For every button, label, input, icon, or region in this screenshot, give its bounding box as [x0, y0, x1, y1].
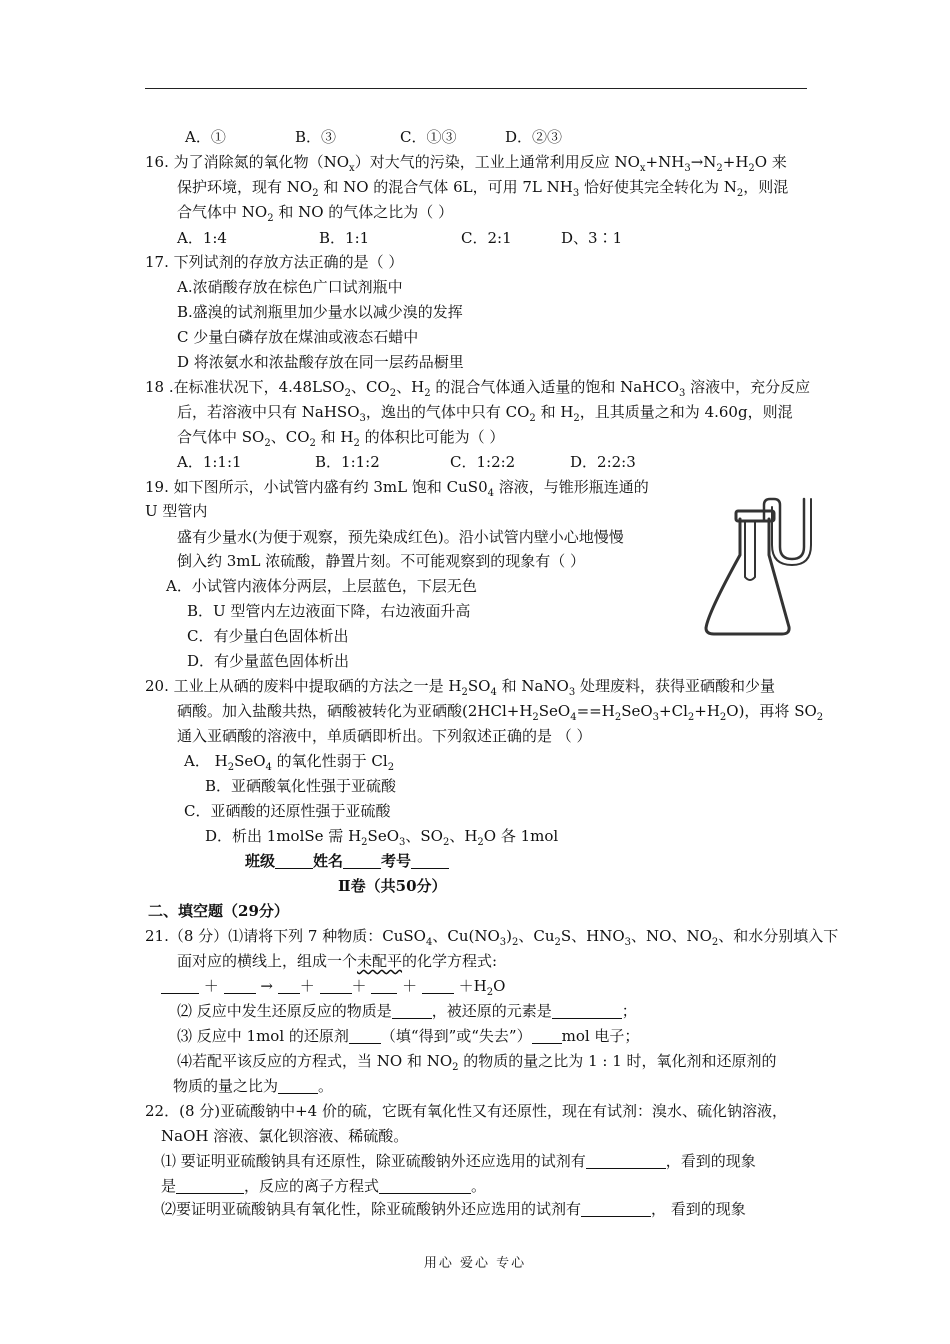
equation-blank[interactable] [371, 977, 397, 994]
option-c: C．①③ [400, 128, 457, 146]
class-field[interactable] [275, 852, 313, 869]
answer-blank[interactable] [379, 1177, 471, 1194]
q19-stem-line3: 盛有少量水(为便于观察，预先染成红色)。沿小试管内壁小心地慢慢 [177, 528, 624, 546]
q22-stem-line2: NaOH 溶液、氯化钡溶液、稀硫酸。 [161, 1127, 409, 1145]
q16-options [177, 228, 622, 248]
q20-stem-line2: 硒酸。加入盐酸共热，硒酸被转化为亚硒酸$(2HCl+H_2SeO_4==H_2SeO_3+Cl_2+H_2O)$，再将 $SO_2$ [177, 702, 824, 723]
q22-part1: ⑴ 要证明亚硫酸钠具有还原性，除亚硫酸钠外还应选用的试剂有 ，看到的现象 [161, 1152, 756, 1170]
option-d: D．2:2:3 [570, 453, 636, 471]
option-a: A．① [185, 128, 226, 146]
q21-part4-cont: 物质的量之比为 。 [173, 1077, 334, 1095]
q18-stem-line2: 后，若溶液中只有 NaHSO$_3$，逸出的气体中只有 $CO_2$ 和 $H_2$，且其质量之和为 4.60g，则混 [177, 403, 793, 424]
q20-option-c: C．亚硒酸的还原性强于亚硫酸 [184, 802, 391, 820]
q20-option-b: B．亚硒酸氧化性强于亚硫酸 [205, 777, 397, 795]
option-d: D．②③ [505, 128, 563, 146]
answer-blank[interactable] [532, 1027, 562, 1044]
option-b: B．③ [295, 128, 337, 146]
q20-stem-line3: 通入亚硒酸的溶液中，单质硒即析出。下列叙述正确的是 （ ） [177, 727, 592, 745]
q19-stem-line4: 倒入约 3mL 浓硫酸，静置片刻。不可能观察到的现象有（ ） [177, 552, 586, 570]
q21-part3: ⑶ 反应中 1mol 的还原剂 （填“得到”或“失去”） mol 电子； [177, 1027, 640, 1045]
q21-part2: ⑵ 反应中发生还原反应的物质是 ，被还原的元素是 ； [177, 1002, 637, 1020]
q19-stem-line2: U 型管内 [145, 502, 208, 520]
option-a: A．1:4 [177, 229, 227, 247]
answer-blank[interactable] [278, 1077, 318, 1094]
option-a: A．1:1:1 [177, 453, 242, 471]
answer-blank[interactable] [586, 1152, 666, 1169]
equation-blank[interactable] [161, 977, 199, 994]
q18-options [177, 452, 636, 472]
q19-option-a: A．小试管内液体分两层，上层蓝色，下层无色 [166, 577, 477, 595]
q17-option-c: C 少量白磷存放在煤油或液态石蜡中 [177, 328, 419, 346]
q18-stem-line3: 合气体中 $SO_2$、$CO_2$ 和 $H_2$ 的体积比可能为（ ） [177, 428, 505, 449]
answer-blank[interactable] [581, 1200, 651, 1217]
q17-option-a: A.浓硝酸存放在棕色广口试剂瓶中 [177, 278, 403, 296]
equation-blank[interactable] [224, 977, 256, 994]
q20-option-d: D．析出 1molSe 需 $H_2SeO_3$、$SO_2$、$H_2O$ 各 1mol [205, 827, 559, 848]
q19-stem-line1: 19. 如下图所示，小试管内盛有约 3mL 饱和 $CuS0_4$ 溶液，与锥形瓶连通的 [145, 478, 649, 499]
q20-option-a: A． $H_2SeO_4$ 的氧化性弱于 $Cl_2$ [184, 752, 395, 773]
q22-part1-cont: 是 ，反应的离子方程式 。 [161, 1177, 487, 1195]
q16-stem-line3: 合气体中 $NO_2$ 和 NO 的气体之比为（ ） [177, 203, 454, 224]
q21-equation: ＋ → ＋ ＋ ＋ $+H_2O$ [161, 976, 505, 996]
option-b: B．1:1 [319, 229, 370, 247]
erlenmeyer-flask-figure [700, 495, 815, 640]
q17-stem: 17. 下列试剂的存放方法正确的是（ ） [145, 253, 404, 271]
q18-stem-line1: 18 .在标准状况下，$4.48LSO_2$、$CO_2$、$H_2$ 的混合气体通入适量的饱和 NaHCO$_3$ 溶液中，充分反应 [145, 378, 811, 399]
q17-option-b: B.盛溴的试剂瓶里加少量水以减少溴的发挥 [177, 303, 463, 321]
q21-part4: ⑷若配平该反应的方程式，当 NO 和 $NO_2$ 的物质的量之比为 1 : 1 时，氧化剂和还原剂的 [177, 1052, 777, 1073]
student-info-line [245, 851, 449, 871]
option-c: C．2:1 [461, 229, 512, 247]
q19-option-c: C．有少量白色固体析出 [187, 627, 349, 645]
header-rule [145, 88, 807, 89]
q17-option-d: D 将浓氨水和浓盐酸存放在同一层药品橱里 [177, 353, 464, 371]
section2-title: Ⅱ卷（共50分） [338, 877, 447, 895]
option-c: C．1:2:2 [450, 453, 516, 471]
q20-stem-line1: 20. 工业上从硒的废料中提取硒的方法之一是 $H_2SO_4$ 和 NaNO$_3$ 处理废料，获得亚硒酸和少量 [145, 677, 775, 698]
name-field[interactable] [343, 852, 381, 869]
q21-stem-line2: 面对应的横线上，组成一个未配平的化学方程式: [177, 952, 498, 970]
name-label: 姓名 [313, 852, 344, 870]
equation-blank[interactable] [320, 977, 352, 994]
answer-blank[interactable] [552, 1002, 622, 1019]
option-b: B．1:1:2 [315, 453, 380, 471]
number-label: 考号 [381, 852, 412, 870]
answer-blank[interactable] [392, 1002, 432, 1019]
q16-stem-line1: 16. 为了消除氮的氧化物$(NO_x)$对大气的污染，工业上通常利用反应 $NO_x+NH_3\to N_2+H_2O$ 来 [145, 153, 787, 174]
option-d: D、3∶1 [561, 229, 623, 247]
class-label: 班级 [245, 852, 276, 870]
section2-heading: 二、填空题（29分） [148, 902, 289, 920]
equation-blank[interactable] [422, 977, 454, 994]
answer-blank[interactable] [176, 1177, 244, 1194]
q21-stem-line1: 21.（8 分）⑴请将下列 7 种物质：CuSO$_4$、$Cu(NO_3)_2$、$Cu_2S$、$HNO_3$、NO、$NO_2$、和水分别填入下 [145, 927, 839, 948]
q19-option-b: B．U 型管内左边液面下降，右边液面升高 [187, 602, 471, 620]
q22-part2: ⑵要证明亚硫酸钠具有氧化性，除亚硫酸钠外还应选用的试剂有 ， 看到的现象 [161, 1200, 746, 1218]
q19-option-d: D．有少量蓝色固体析出 [187, 652, 350, 670]
number-field[interactable] [411, 852, 449, 869]
q16-stem-line2: 保护环境，现有 $NO_2$ 和 NO 的混合气体 6L，可用 7L $NH_3$ 恰好使其完全转化为 $N_2$，则混 [177, 178, 789, 199]
equation-blank[interactable] [278, 977, 300, 994]
q15-options [185, 127, 562, 147]
answer-blank[interactable] [349, 1027, 381, 1044]
q22-stem-line1: 22．(8 分)亚硫酸钠中+4 价的硫，它既有氧化性又有还原性，现在有试剂：溴水、硫化钠溶液， [145, 1102, 787, 1120]
page-footer: 用心 爱心 专心 [423, 1256, 527, 1271]
